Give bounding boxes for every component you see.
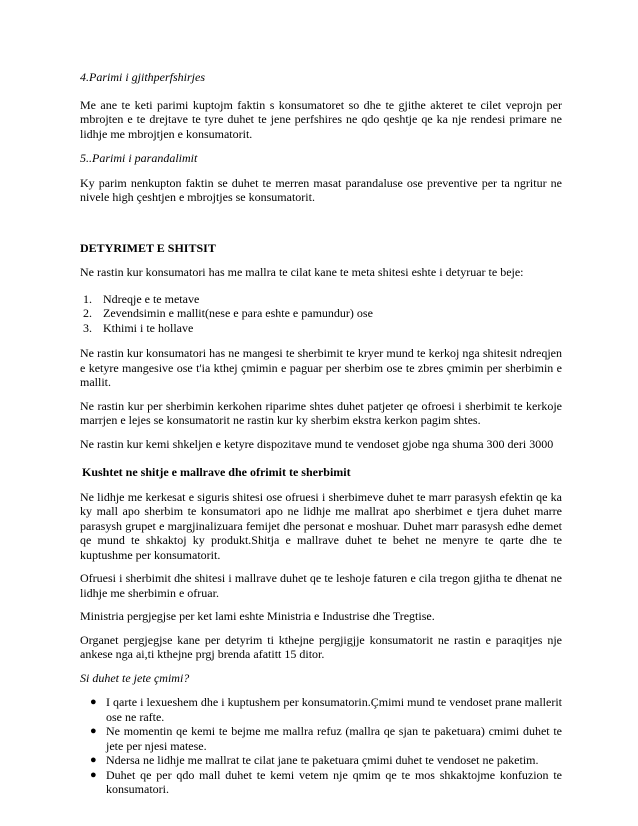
list-item [80, 306, 562, 321]
section5-heading: 5..Parimi i parandalimit [80, 151, 198, 165]
document-page [80, 70, 562, 797]
invoice-paragraph: Ofruesi i sherbimit dhe shitesi i mallrave duhet qe te leshoje faturen e cila tregon gjitha te dhenat ne lidhje me sherbimin e ofruar. [80, 571, 562, 600]
list-item [80, 292, 562, 307]
list-item [80, 321, 562, 336]
list-text: Ndreqje e te metave [103, 291, 200, 306]
service-defects-paragraph: Ne rastin kur konsumatori has ne mangesi te sherbimit te kryer mund te kerkoj nga shitesit ndreqjen e ketyre mangesive ose t'ia kthej çmimin e paguar per sherbim ose te zbres çmimin per sherbimin e mallit. [80, 346, 562, 389]
list-item [80, 753, 562, 768]
section4-text: Me ane te keti parimi kuptojm faktin s konsumatoret so dhe te gjithe akteret te cilet veprojn per mbrojten e te drejtave te tyre duhet te jene perfshires ne qdo qeshtje qe ka nje rendesi primare ne lidhje me mbrojtjen e konsumatorit. [80, 97, 562, 141]
ministry-paragraph: Ministria pergjegjse per ket lami eshte Ministria e Industrise dhe Tregtise. [80, 609, 435, 623]
duties-heading: DETYRIMET E SHITSIT [80, 240, 216, 255]
conditions-heading: Kushtet ne shitje e mallrave dhe ofrimit te sherbimit [82, 465, 351, 479]
list-number: 3. [83, 320, 92, 335]
bullet-icon: ● [90, 725, 97, 737]
price-list [80, 695, 562, 797]
duties-intro: Ne rastin kur konsumatori has me mallra te cilat kane te meta shitesi eshte i detyruar te beje: [80, 265, 524, 279]
list-text: Ne momentin qe kemi te bejme me mallra refuz (mallra qe sjan te paketuara) cmimi duhet te jete per njesi matese. [106, 724, 562, 753]
list-item [80, 695, 562, 724]
list-text: Kthimi i te hollave [103, 320, 194, 335]
list-text: Zevendsimin e mallit(nese e para eshte e pamundur) ose [103, 306, 373, 320]
list-text: I qarte i lexueshem dhe i kuptushem per konsumatorin.Çmimi mund te vendoset prane mallerit ose ne rafte. [106, 695, 562, 724]
list-number: 1. [83, 291, 92, 306]
section4-heading: 4.Parimi i gjithperfshirjes [80, 70, 206, 84]
section5-text: Ky parim nenkupton faktin se duhet te merren masat parandaluse ose preventive per ta ngritur ne nivele high çeshtjen e mbrojtjes se konsumatorit. [80, 175, 562, 204]
conditions-paragraph: Ne lidhje me kerkesat e siguris shitesi ose ofruesi i sherbimeve duhet te marr parasysh efektin qe ka ky mall apo sherbim te konsumatori apo ne lidhje me mallrat apo sherbimet e tjera duhet marre parasysh grupet e margjinalizuara femijet dhe personat e moshuar. Duhet marr parasysh edhe demet qe mund te shkaktoj ky produkt.Shitja e mallrave duhet te behet ne menyre te qarte dhe te kuptushme per konsumatorit. [80, 489, 562, 562]
list-item [80, 724, 562, 753]
duties-list [80, 292, 562, 336]
organs-paragraph: Organet pergjegjse kane per detyrim ti kthejne pergjigjje konsumatorit ne rastin e paraqitjes nje ankese nga ai,ti kthejne prgj brenda afatitt 15 ditor. [80, 632, 562, 661]
fines-paragraph: Ne rastin kur kemi shkeljen e ketyre dispozitave mund te vendoset gjobe nga shuma 300 deri 3000 [80, 436, 554, 451]
list-text: Ndersa ne lidhje me mallrat te cilat jane te paketuara çmimi duhet te vendoset ne paketim. [106, 753, 539, 767]
list-number: 2. [83, 306, 92, 320]
list-text: Duhet qe per qdo mall duhet te kemi vetem nje qmim qe te mos shkaktojme konfuzion te konsumatori. [106, 767, 562, 796]
list-item [80, 768, 562, 797]
bullet-icon: ● [90, 696, 97, 708]
bullet-icon: ● [90, 768, 97, 781]
bullet-icon: ● [90, 754, 97, 766]
extra-services-paragraph: Ne rastin kur per sherbimin kerkohen riparime shtes duhet patjeter qe ofroesi i sherbimit te kerkoje marrjen e lejes se konsumatorit ne rastin kur ky sherbim ekstra kerkon pagim shtes. [80, 398, 562, 427]
price-heading: Si duhet te jete çmimi? [80, 670, 190, 685]
